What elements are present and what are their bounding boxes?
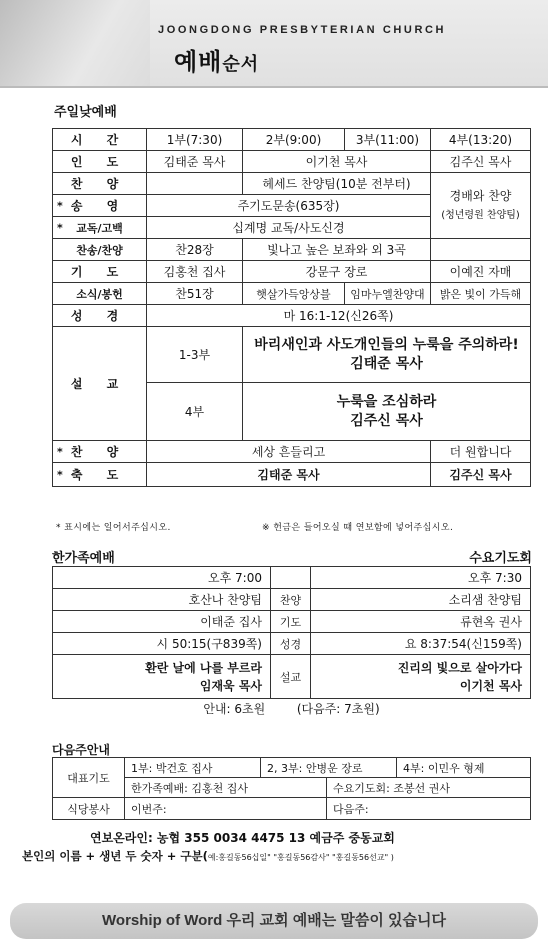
prayer-1: 김홍천 집사	[147, 261, 243, 283]
bless-label	[53, 463, 147, 487]
fam-sermon-right	[311, 655, 531, 699]
bless-value: 김태준 목사	[147, 463, 431, 487]
bless-right: 김주신 목사	[431, 463, 531, 487]
next-row-rep-2	[53, 778, 531, 798]
fam-row-sermon	[53, 655, 531, 699]
fam-scripture-label: 성경	[271, 633, 311, 655]
sunday-section-title: 주일낮예배	[54, 105, 117, 120]
rep-3: 4부: 이민우 형제	[397, 758, 531, 778]
meal-2: 다음주:	[327, 798, 531, 820]
time-2: 2부(9:00)	[243, 129, 345, 151]
leader-1: 김태준 목사	[147, 151, 243, 173]
worship-banner-text: Worship of Word 우리 교회 예배는 말씀이 있습니다	[102, 912, 446, 929]
wednesday-section-title: 수요기도회	[469, 551, 532, 566]
time-1: 1부(7:30)	[147, 129, 243, 151]
time-3: 3부(11:00)	[345, 129, 431, 151]
news-3: 임마누엘찬양대	[345, 283, 431, 305]
fam-sermon-label: 설교	[271, 655, 311, 699]
bless-label-text: 축 도	[70, 468, 129, 482]
fam-guide-text: 안내: 6초원	[203, 702, 266, 717]
offering-note: ※ 헌금은 들어오실 때 연보함에 넣어주십시오.	[262, 523, 454, 533]
page-title	[174, 42, 259, 77]
sermon-a-label: 1-3부	[147, 327, 243, 383]
fam-sermon-right-speaker: 이기천 목사	[459, 678, 522, 693]
stand-marker: *	[57, 221, 63, 234]
row-hymn	[53, 239, 531, 261]
hymn2-value: 세상 흔들리고	[147, 441, 431, 463]
header-divider	[0, 86, 548, 88]
row-hymn2	[53, 441, 531, 463]
edu-label	[53, 217, 147, 239]
news-1: 찬51장	[147, 283, 243, 305]
row-sermon-a	[53, 327, 531, 383]
scripture-label: 성 경	[53, 305, 147, 327]
online-offering: 연보온라인: 농협 355 0034 4475 13 예금주 중동교회	[90, 831, 395, 845]
bulletin-header	[0, 0, 548, 88]
row-news	[53, 283, 531, 305]
rep-1: 1부: 박건호 집사	[125, 758, 261, 778]
fam-row-guide	[53, 699, 531, 719]
leader-2: 이기천 목사	[243, 151, 431, 173]
sermon-label: 설 교	[53, 327, 147, 441]
fam-scripture-left: 시 50:15(구839쪽)	[53, 633, 271, 655]
fam-row-scripture	[53, 633, 531, 655]
fam-time-left: 오후 7:00	[53, 567, 271, 589]
next-section-title: 다음주안내	[52, 743, 110, 757]
time-4: 4부(13:20)	[431, 129, 531, 151]
fam-praise-left: 호산나 찬양팀	[53, 589, 271, 611]
fam-time-empty	[271, 567, 311, 589]
fam-sermon-left	[53, 655, 271, 699]
family-section-title: 한가족예배	[52, 551, 115, 566]
edu-label-text: 교독/고백	[76, 221, 123, 235]
hymn-2: 빛나고 높은 보좌와 외 3곡	[243, 239, 431, 261]
meal-1: 이번주:	[125, 798, 327, 820]
family-order-table	[52, 566, 531, 719]
offering-instructions	[22, 848, 394, 864]
fam-sermon-right-title: 진리의 빛으로 살아가다	[397, 660, 522, 675]
fam-time-right: 오후 7:30	[311, 567, 531, 589]
scripture-value: 마 16:1-12(신26쪽)	[147, 305, 531, 327]
fam-sermon-left-title: 환란 날에 나를 부르라	[145, 660, 262, 675]
sermon-a-title: 바리새인과 사도개인들의 누룩을 주의하라!	[254, 336, 519, 353]
rep-5: 수요기도회: 조봉선 권사	[327, 778, 531, 798]
news-4: 밝은 빛이 가득해	[431, 283, 531, 305]
hymn-label: 찬송/찬양	[53, 239, 147, 261]
header-photo	[0, 0, 150, 88]
hymn2-label	[53, 441, 147, 463]
fam-praise-right: 소리샘 찬양팀	[311, 589, 531, 611]
fam-scripture-right: 요 8:37:54(신159쪽)	[311, 633, 531, 655]
edu-value: 십계명 교독/사도신경	[147, 217, 431, 239]
leader-3: 김주신 목사	[431, 151, 531, 173]
praise-label: 찬 양	[53, 173, 147, 195]
prayer-label: 기 도	[53, 261, 147, 283]
title-sub: 순서	[222, 54, 260, 75]
row-scripture	[53, 305, 531, 327]
row-prayer	[53, 261, 531, 283]
fam-guide	[53, 699, 531, 719]
worship-banner	[10, 903, 538, 939]
song-value: 주기도문송(635장)	[147, 195, 431, 217]
row-leader	[53, 151, 531, 173]
hymn2-right: 더 원합니다	[431, 441, 531, 463]
rep-label: 대표기도	[53, 758, 125, 798]
praise-right-2: (청년령원 찬양팀)	[441, 209, 520, 221]
title-main: 예배	[174, 48, 223, 76]
fam-sermon-left-speaker: 임재욱 목사	[199, 678, 262, 693]
next-row-meal	[53, 798, 531, 820]
fam-row-time	[53, 567, 531, 589]
sermon-a-speaker: 김태준 목사	[350, 355, 423, 372]
prayer-3: 이예진 자매	[431, 261, 531, 283]
row-praise	[53, 173, 531, 195]
sermon-b-speaker: 김주신 목사	[350, 412, 423, 429]
praise-right	[431, 173, 531, 239]
fam-row-prayer	[53, 611, 531, 633]
stand-note: * 표시에는 일어서주십시오.	[56, 523, 171, 533]
stand-marker: *	[57, 445, 73, 458]
prayer-2: 강문구 장로	[243, 261, 431, 283]
hymn2-label-text: 찬 양	[70, 445, 129, 459]
sermon-a	[243, 327, 531, 383]
stand-marker: *	[57, 199, 73, 212]
hymn-empty	[431, 239, 531, 261]
news-label: 소식/봉헌	[53, 283, 147, 305]
meal-label: 식당봉사	[53, 798, 125, 820]
time-label: 시 간	[53, 129, 147, 151]
fam-guide-next: (다음주: 7초원)	[296, 702, 380, 717]
praise-value: 헤세드 찬양팀(10분 전부터)	[243, 173, 431, 195]
stand-marker: *	[57, 468, 73, 481]
song-label	[53, 195, 147, 217]
offering-instructions-example: 예:홍길동56십일" "홍길동56감사" "홍길동56선교" )	[207, 853, 394, 862]
row-bless	[53, 463, 531, 487]
sermon-b	[243, 383, 531, 441]
fam-praise-label: 찬양	[271, 589, 311, 611]
row-time	[53, 129, 531, 151]
praise-empty	[147, 173, 243, 195]
rep-2: 2, 3부: 안병운 장로	[261, 758, 397, 778]
hymn-1: 찬28장	[147, 239, 243, 261]
fam-prayer-label: 기도	[271, 611, 311, 633]
church-name: JOONGDONG PRESBYTERIAN CHURCH	[158, 24, 447, 36]
fam-prayer-left: 이태준 집사	[53, 611, 271, 633]
rep-4: 한가족예배: 김홍천 집사	[125, 778, 327, 798]
fam-prayer-right: 류현옥 권사	[311, 611, 531, 633]
song-label-text: 송 영	[70, 199, 129, 213]
sunday-order-table	[52, 128, 531, 487]
fam-row-praise	[53, 589, 531, 611]
offering-instructions-main: 본인의 이름 + 생년 두 숫자 + 구분(	[22, 849, 208, 863]
praise-right-1: 경배와 찬양	[449, 188, 512, 203]
leader-label: 인 도	[53, 151, 147, 173]
next-row-rep-1	[53, 758, 531, 778]
next-week-table	[52, 757, 531, 820]
news-2: 햇살가득앙상블	[243, 283, 345, 305]
sermon-b-title: 누룩을 조심하라	[336, 393, 437, 410]
sermon-b-label: 4부	[147, 383, 243, 441]
